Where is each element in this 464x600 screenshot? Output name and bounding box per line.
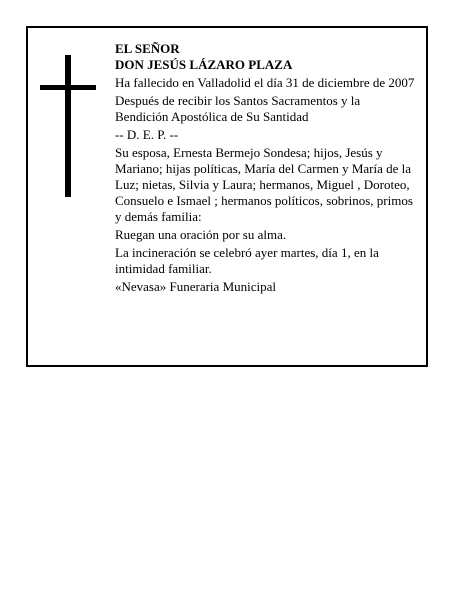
cross-vertical-bar	[65, 55, 71, 197]
family-list: Su esposa, Ernesta Bermejo Sondesa; hijos, Jesús y Mariano; hijas políticas, María del Carmen y María de la Luz; nietas, Silvia y Laura; hermanos, Miguel , Doroteo, Consuelo e Ismael ; hermanos políticos, sobrinos, primos y demás familia:	[115, 145, 413, 224]
rip-line: -- D. E. P. --	[115, 127, 179, 142]
cross-horizontal-bar	[40, 85, 96, 90]
notice-text	[115, 41, 415, 297]
deceased-title: EL SEÑOR	[115, 41, 180, 56]
death-announcement: Ha fallecido en Valladolid el día 31 de diciembre de 2007	[115, 75, 415, 90]
prayer-request: Ruegan una oración por su alma.	[115, 227, 287, 242]
obituary-notice	[26, 26, 428, 367]
sacraments-note: Después de recibir los Santos Sacramentos y la Bendición Apostólica de Su Santidad	[115, 93, 361, 124]
cremation-note: La incineración se celebró ayer martes, día 1, en la intimidad familiar.	[115, 245, 379, 276]
latin-cross-icon	[40, 55, 96, 197]
funeral-home: «Nevasa» Funeraria Municipal	[115, 279, 277, 294]
deceased-name: DON JESÚS LÁZARO PLAZA	[115, 57, 293, 72]
